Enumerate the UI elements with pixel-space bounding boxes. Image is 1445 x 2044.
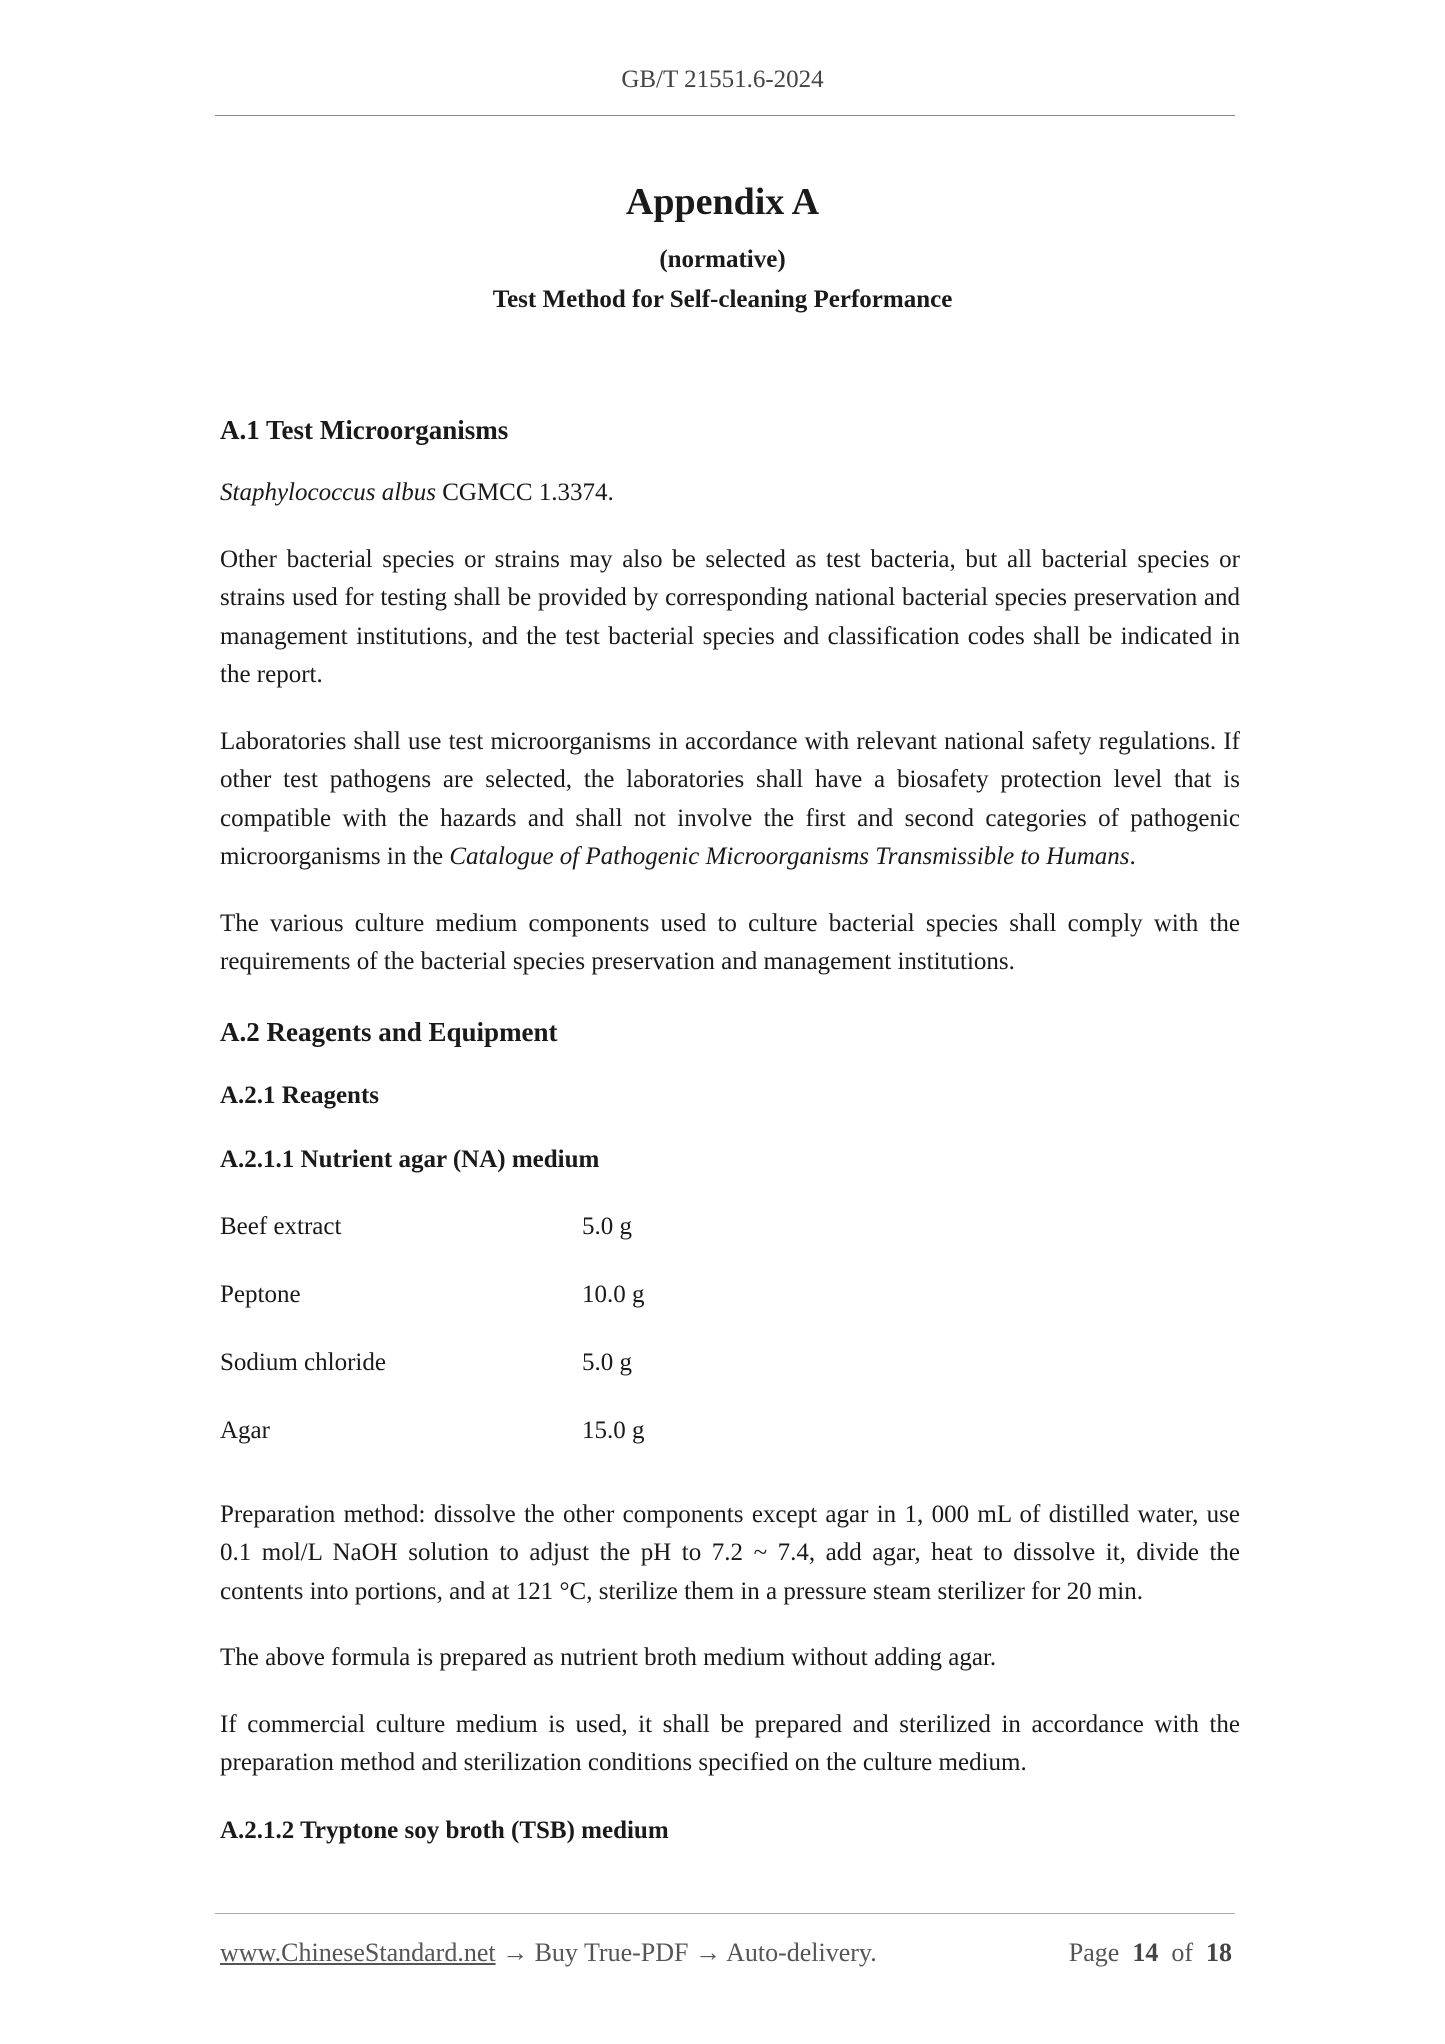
organism-code: CGMCC 1.3374. <box>435 479 614 506</box>
paragraph-culture-medium: The various culture medium components used to culture bacterial species shall comply with the requirements of the bacterial species preservation and management institutions. <box>220 909 1240 975</box>
component-amount: 5.0 g <box>582 1348 632 1376</box>
safety-text-start: Laboratories shall use test microorganisms in accordance with relevant national safety regulations. If other test pathogens are selected, the laboratories shall have a biosafety protection level that is compatible with the hazards and shall not involve the first and second categories of pathogenic microorganisms in the <box>220 727 1240 870</box>
section-heading-a1: A.1 Test Microorganisms <box>220 415 509 445</box>
organism-name: Staphylococcus albus <box>220 479 436 506</box>
paragraph-commercial-medium: If commercial culture medium is used, it shall be prepared and sterilized in accordance with the preparation method and sterilization conditions specified on the culture medium. <box>220 1710 1240 1776</box>
paragraph-alternative-strains: Other bacterial species or strains may also be selected as test bacteria, but all bacterial species or strains used for testing shall be provided by corresponding national bacterial species preservation and management institutions, and the test bacterial species and classification codes shall be indicated in the report. <box>220 545 1240 688</box>
page-of: of <box>1171 1938 1193 1967</box>
subsection-heading-a212: A.2.1.2 Tryptone soy broth (TSB) medium <box>220 1816 669 1844</box>
component-amount: 10.0 g <box>582 1280 645 1308</box>
footer-delivery-text: Auto-delivery. <box>726 1938 877 1967</box>
component-name: Beef extract <box>220 1212 342 1240</box>
component-row <box>220 1408 1240 1476</box>
appendix-type: (normative) <box>659 246 786 273</box>
component-row <box>220 1272 1240 1340</box>
header-rule <box>215 115 1235 116</box>
page-number <box>1069 1938 1232 1968</box>
component-row <box>220 1204 1240 1272</box>
running-header: GB/T 21551.6-2024 <box>621 66 824 93</box>
footer-buy-text: → Buy True-PDF → <box>495 1938 727 1967</box>
page-label: Page <box>1068 1938 1120 1967</box>
appendix-title-block <box>0 176 1445 318</box>
footer-rule <box>215 1913 1235 1914</box>
test-organism-paragraph <box>220 474 1240 513</box>
page-total: 18 <box>1206 1938 1232 1967</box>
component-amount: 15.0 g <box>582 1416 645 1444</box>
appendix-subtitle: Test Method for Self-cleaning Performance <box>492 286 953 313</box>
subsection-heading-a21: A.2.1 Reagents <box>220 1081 380 1109</box>
medium-components-list <box>220 1204 1240 1476</box>
component-name: Sodium chloride <box>220 1348 386 1376</box>
safety-text-end: . <box>1129 843 1136 870</box>
subsection-heading-a211: A.2.1.1 Nutrient agar (NA) medium <box>220 1145 600 1173</box>
component-name: Peptone <box>220 1280 301 1308</box>
appendix-title: Appendix A <box>625 181 820 223</box>
catalogue-title: Catalogue of Pathogenic Microorganisms Transmissible to Humans <box>449 843 1130 870</box>
footer-promo <box>220 1938 877 1968</box>
section-heading-a2: A.2 Reagents and Equipment <box>220 1016 558 1047</box>
page-current: 14 <box>1132 1938 1159 1967</box>
component-amount: 5.0 g <box>582 1212 632 1240</box>
website-link[interactable]: www.ChineseStandard.net <box>220 1938 496 1967</box>
component-name: Agar <box>220 1416 270 1444</box>
document-body <box>220 408 1240 1875</box>
paragraph-safety-regulations <box>220 723 1240 877</box>
paragraph-broth-note: The above formula is prepared as nutrient broth medium without adding agar. <box>220 1644 997 1671</box>
component-row <box>220 1340 1240 1408</box>
paragraph-preparation-method: Preparation method: dissolve the other components except agar in 1, 000 mL of distilled water, use 0.1 mol/L NaOH solution to adjust the pH to 7.2 ~ 7.4, add agar, heat to dissolve it, divide the contents into portions, and at 121 °C, sterilize them in a pressure steam sterilizer for 20 min. <box>220 1500 1240 1605</box>
page-footer <box>220 1938 1232 1968</box>
